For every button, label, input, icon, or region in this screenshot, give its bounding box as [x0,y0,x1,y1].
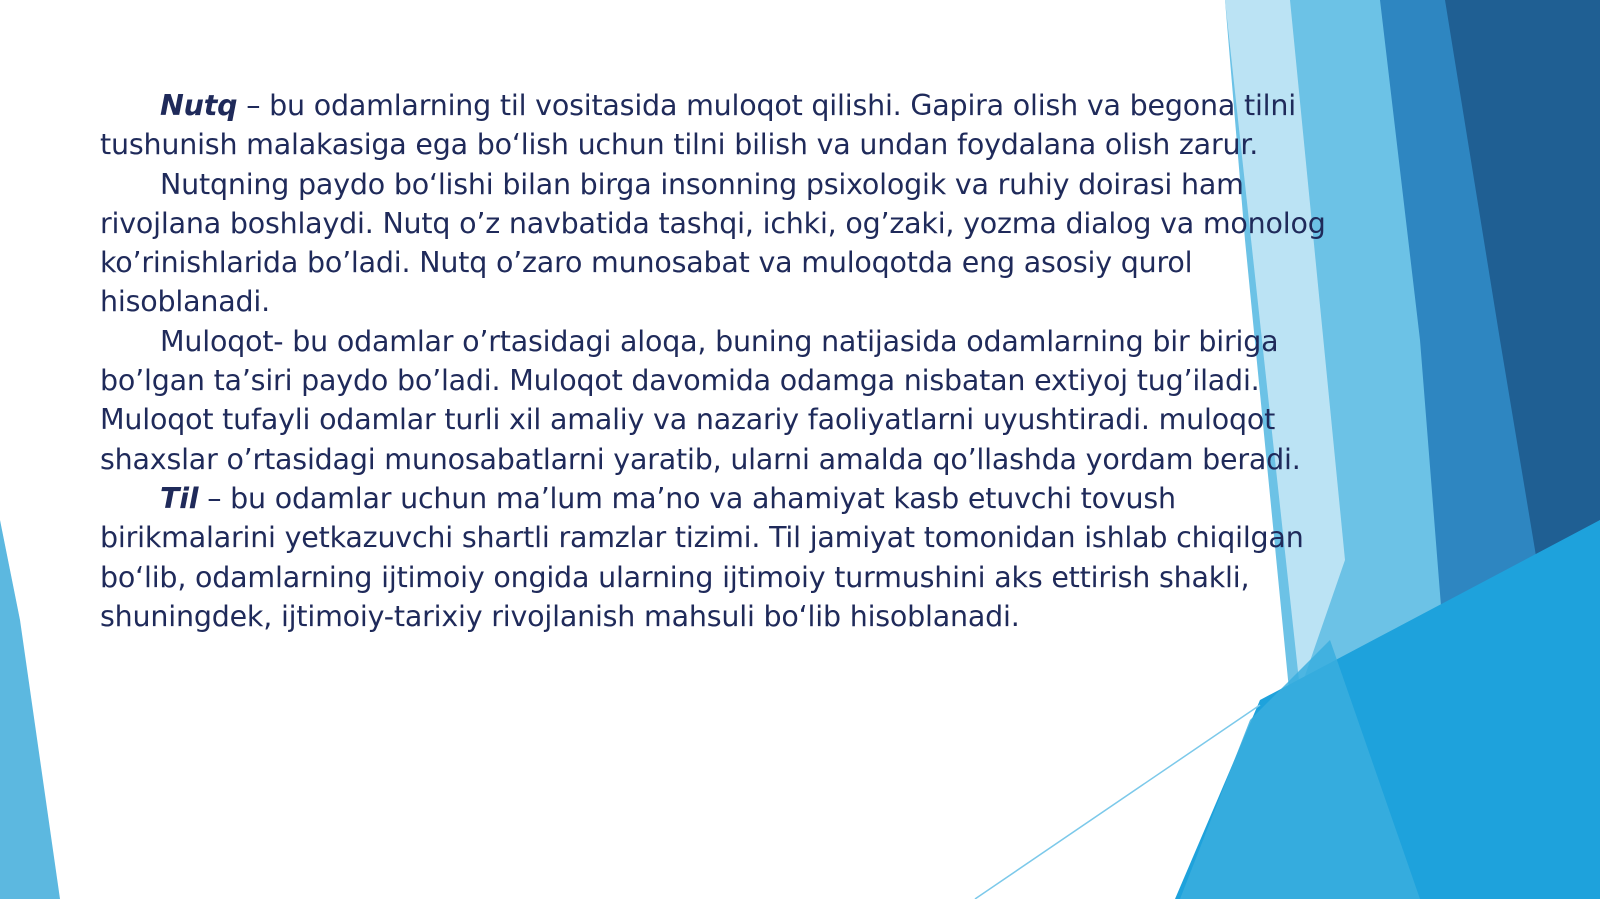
paragraph-muloqot [100,322,1360,479]
paragraph-nutq-development-text: Nutqning paydo bo‘lishi bilan birga insonning psixologik va ruhiy doirasi ham rivojlana boshlaydi. Nutq o’z navbatida tashqi, ichki, og’zaki, yozma dialog va monolog ko’rinishlarida bo’ladi. Nutq o’zaro munosabat va muloqotda eng asosiy qurol hisoblanadi. [100,167,1326,319]
paragraph-muloqot-text: Muloqot- bu odamlar o’rtasidagi aloqa, buning natijasida odamlarning bir biriga bo’lgan ta’siri paydo bo’ladi. Muloqot davomida odamga nisbatan extiyoj tug’iladi. Muloqot tufayli odamlar turli xil amaliy va nazariy faoliyatlarni uyushtiradi. muloqot shaxslar o’rtasidagi munosabatlarni yaratib, ularni amalda qo’llashda yordam beradi. [100,324,1301,476]
paragraph-nutq-text: – bu odamlarning til vositasida muloqot qilishi. Gapira olish va begona tilni tushunish malakasiga ega bo‘lish uchun tilni bilish va undan foydalana olish zarur. [100,89,1296,162]
left-accent-shape [0,520,60,899]
term-til: Til [160,481,199,515]
paragraph-nutq [100,86,1360,165]
paragraph-til [100,479,1360,636]
paragraph-nutq-development [100,165,1360,322]
paragraph-til-text: – bu odamlar uchun ma’lum ma’no va ahamiyat kasb etuvchi tovush birikmalarini yetkazuvchi shartli ramzlar tizimi. Til jamiyat tomonidan ishlab chiqilgan bo‘lib, odamlarning ijtimoiy ongida ularning ijtimoiy turmushini aks ettirish shakli, shuningdek, ijtimoiy-tarixiy rivojlanish mahsuli bo‘lib hisoblanadi. [100,481,1304,633]
term-nutq: Nutq [160,89,238,122]
slide-text-body [100,86,1360,636]
